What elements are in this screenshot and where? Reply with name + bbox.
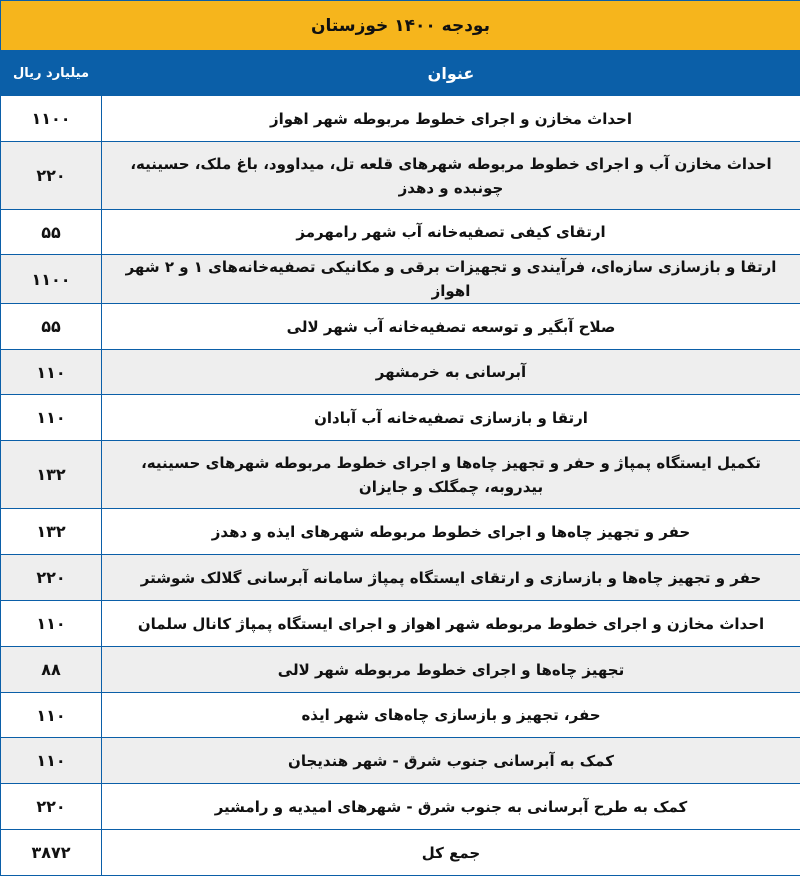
row-value: ۱۱۰۰ (1, 96, 102, 142)
column-header-unit: میلیارد ریال (1, 51, 102, 96)
row-description: حفر و تجهیز چاه‌ها و بازسازی و ارتقای ایستگاه پمپاژ سامانه آبرسانی گلالک شوشتر (102, 555, 800, 601)
row-value: ۲۲۰ (1, 784, 102, 830)
total-value: ۳۸۷۲ (1, 830, 102, 876)
table-row (1, 210, 800, 255)
total-label: جمع کل (102, 830, 800, 876)
row-value: ۱۱۰ (1, 738, 102, 784)
table-row (1, 784, 800, 830)
row-description: حفر، تجهیز و بازسازی چاه‌های شهر ایذه (102, 693, 800, 738)
row-description: تجهیز چاه‌ها و اجرای خطوط مربوطه شهر لالی (102, 647, 800, 693)
table-row (1, 693, 800, 738)
row-description: ارتقای کیفی تصفیه‌خانه آب شهر رامهرمز (102, 210, 800, 255)
row-value: ۱۱۰۰ (1, 255, 102, 304)
header-row (1, 51, 800, 96)
row-value: ۱۱۰ (1, 350, 102, 395)
row-description: احداث مخازن آب و اجرای خطوط مربوطه شهرهای قلعه تل، میداوود، باغ ملک، حسینیه، چونبده و دهدز (102, 142, 800, 210)
row-description: صلاح آبگیر و توسعه تصفیه‌خانه آب شهر لالی (102, 304, 800, 350)
row-value: ۵۵ (1, 210, 102, 255)
table-row (1, 738, 800, 784)
row-description: تکمیل ایستگاه پمپاژ و حفر و تجهیز چاه‌ها و اجرای خطوط مربوطه شهرهای حسینیه، بیدروبه، چمگلک و جایزان (102, 441, 800, 509)
row-description: ارتقا و بازسازی تصفیه‌خانه آب آبادان (102, 395, 800, 441)
table-row (1, 647, 800, 693)
row-value: ۲۲۰ (1, 555, 102, 601)
row-description: کمک به آبرسانی جنوب شرق - شهر هندیجان (102, 738, 800, 784)
table-row (1, 142, 800, 210)
row-description: آبرسانی به خرمشهر (102, 350, 800, 395)
row-description: کمک به طرح آبرسانی به جنوب شرق - شهرهای امیدیه و رامشیر (102, 784, 800, 830)
total-row (1, 830, 800, 876)
row-value: ۱۱۰ (1, 693, 102, 738)
table-row (1, 304, 800, 350)
row-description: ارتقا و بازسازی سازه‌ای، فرآیندی و تجهیزات برقی و مکانیکی تصفیه‌خانه‌های ۱ و ۲ شهر اهواز (102, 255, 800, 304)
table-row (1, 441, 800, 509)
table-row (1, 555, 800, 601)
column-header-description: عنوان (102, 51, 800, 96)
row-description: احداث مخازن و اجرای خطوط مربوطه شهر اهواز (102, 96, 800, 142)
row-value: ۱۳۲ (1, 509, 102, 555)
table-row (1, 255, 800, 304)
title-row (1, 1, 800, 51)
row-value: ۱۱۰ (1, 395, 102, 441)
table-row (1, 350, 800, 395)
row-value: ۸۸ (1, 647, 102, 693)
table-row (1, 395, 800, 441)
row-value: ۵۵ (1, 304, 102, 350)
table-row (1, 509, 800, 555)
table-row (1, 601, 800, 647)
table-row (1, 96, 800, 142)
row-value: ۲۲۰ (1, 142, 102, 210)
row-description: حفر و تجهیز چاه‌ها و اجرای خطوط مربوطه شهرهای ایذه و دهدز (102, 509, 800, 555)
row-value: ۱۱۰ (1, 601, 102, 647)
table-title: بودجه ۱۴۰۰ خوزستان (1, 1, 800, 51)
row-description: احداث مخازن و اجرای خطوط مربوطه شهر اهواز و اجرای ایستگاه پمپاژ کانال سلمان (102, 601, 800, 647)
row-value: ۱۳۲ (1, 441, 102, 509)
